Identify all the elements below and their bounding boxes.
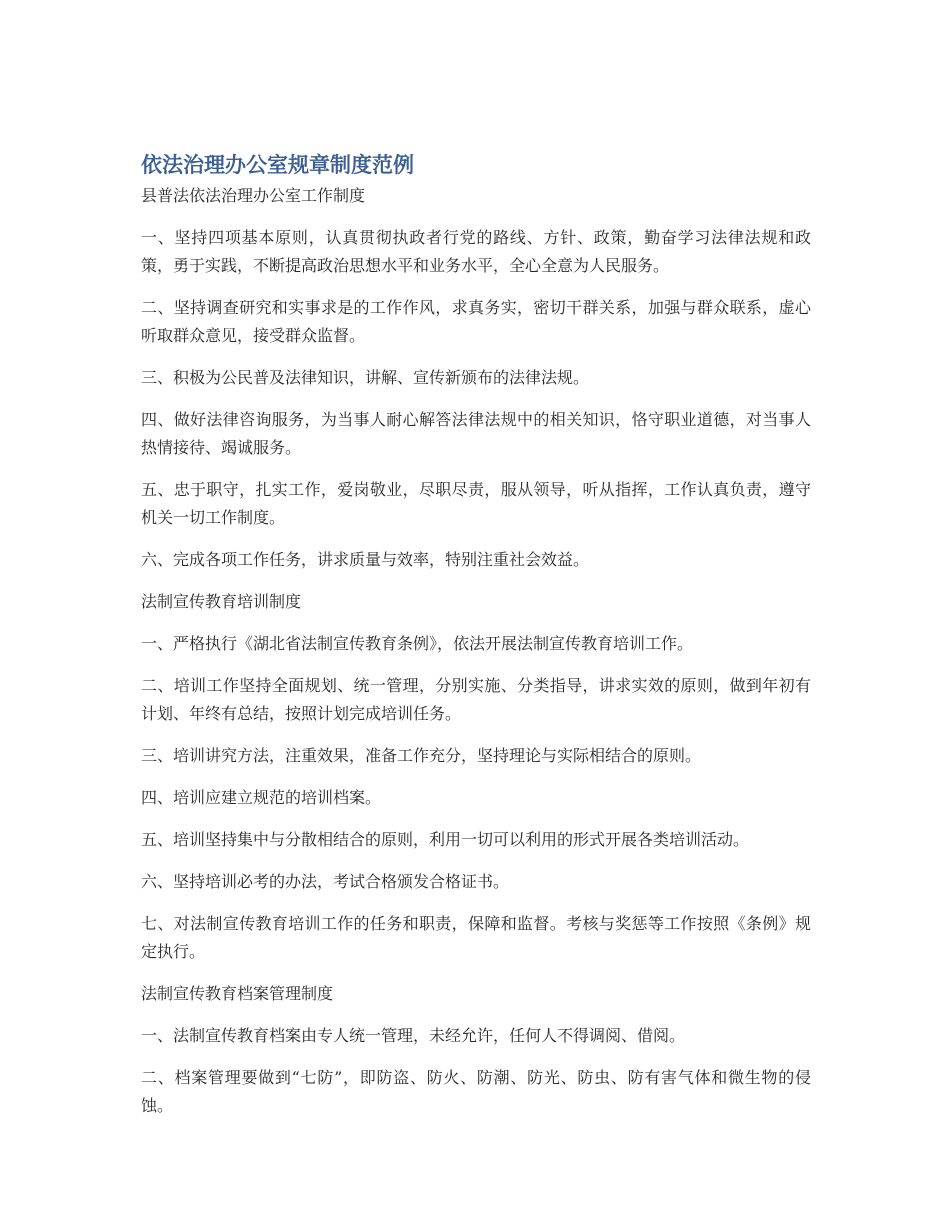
rule-item: 三、培训讲究方法，注重效果，准备工作充分，坚持理论与实际相结合的原则。: [141, 746, 702, 765]
section-archive-rules: [141, 980, 811, 1120]
rule-item: 五、培训坚持集中与分散相结合的原则，利用一切可以利用的形式开展各类培训活动。: [141, 830, 750, 849]
rule-item: 四、做好法律咨询服务，为当事人耐心解答法律法规中的相关知识，恪守职业道德，对当事人热情接待、竭诚服务。: [141, 410, 811, 457]
section-heading: 法制宣传教育培训制度: [141, 592, 302, 611]
rule-item: 三、积极为公民普及法律知识，讲解、宣传新颁布的法律法规。: [141, 368, 590, 387]
rule-item: 二、档案管理要做到“七防”，即防盗、防火、防潮、防光、防虫、防有害气体和微生物的侵蚀。: [141, 1068, 811, 1115]
section-training-rules: [141, 588, 811, 966]
document-body: [141, 148, 811, 1134]
rule-item: 一、法制宣传教育档案由专人统一管理，未经允许，任何人不得调阅、借阅。: [141, 1026, 686, 1045]
section-heading: 县普法依法治理办公室工作制度: [141, 186, 366, 205]
rule-item: 六、完成各项工作任务，讲求质量与效率，特别注重社会效益。: [141, 550, 590, 569]
section-heading: 法制宣传教育档案管理制度: [141, 984, 334, 1003]
rule-item: 二、坚持调查研究和实事求是的工作作风，求真务实，密切干群关系，加强与群众联系，虚心听取群众意见，接受群众监督。: [141, 298, 811, 345]
rule-item: 二、培训工作坚持全面规划、统一管理，分别实施、分类指导，讲求实效的原则，做到年初有计划、年终有总结，按照计划完成培训任务。: [141, 676, 811, 723]
rule-item: 四、培训应建立规范的培训档案。: [141, 788, 382, 807]
section-office-work-rules: [141, 182, 811, 574]
rule-item: 一、坚持四项基本原则，认真贯彻执政者行党的路线、方针、政策，勤奋学习法律法规和政策，勇于实践，不断提高政治思想水平和业务水平，全心全意为人民服务。: [141, 228, 811, 275]
rule-item: 七、对法制宣传教育培训工作的任务和职责，保障和监督。考核与奖惩等工作按照《条例》规定执行。: [141, 914, 811, 961]
rule-item: 一、严格执行《湖北省法制宣传教育条例》，依法开展法制宣传教育培训工作。: [141, 634, 694, 653]
rule-item: 六、坚持培训必考的办法，考试合格颁发合格证书。: [141, 872, 510, 891]
document-title: 依法治理办公室规章制度范例: [141, 153, 414, 177]
rule-item: 五、忠于职守，扎实工作，爱岗敬业，尽职尽责，服从领导，听从指挥，工作认真负责，遵守机关一切工作制度。: [141, 480, 811, 527]
